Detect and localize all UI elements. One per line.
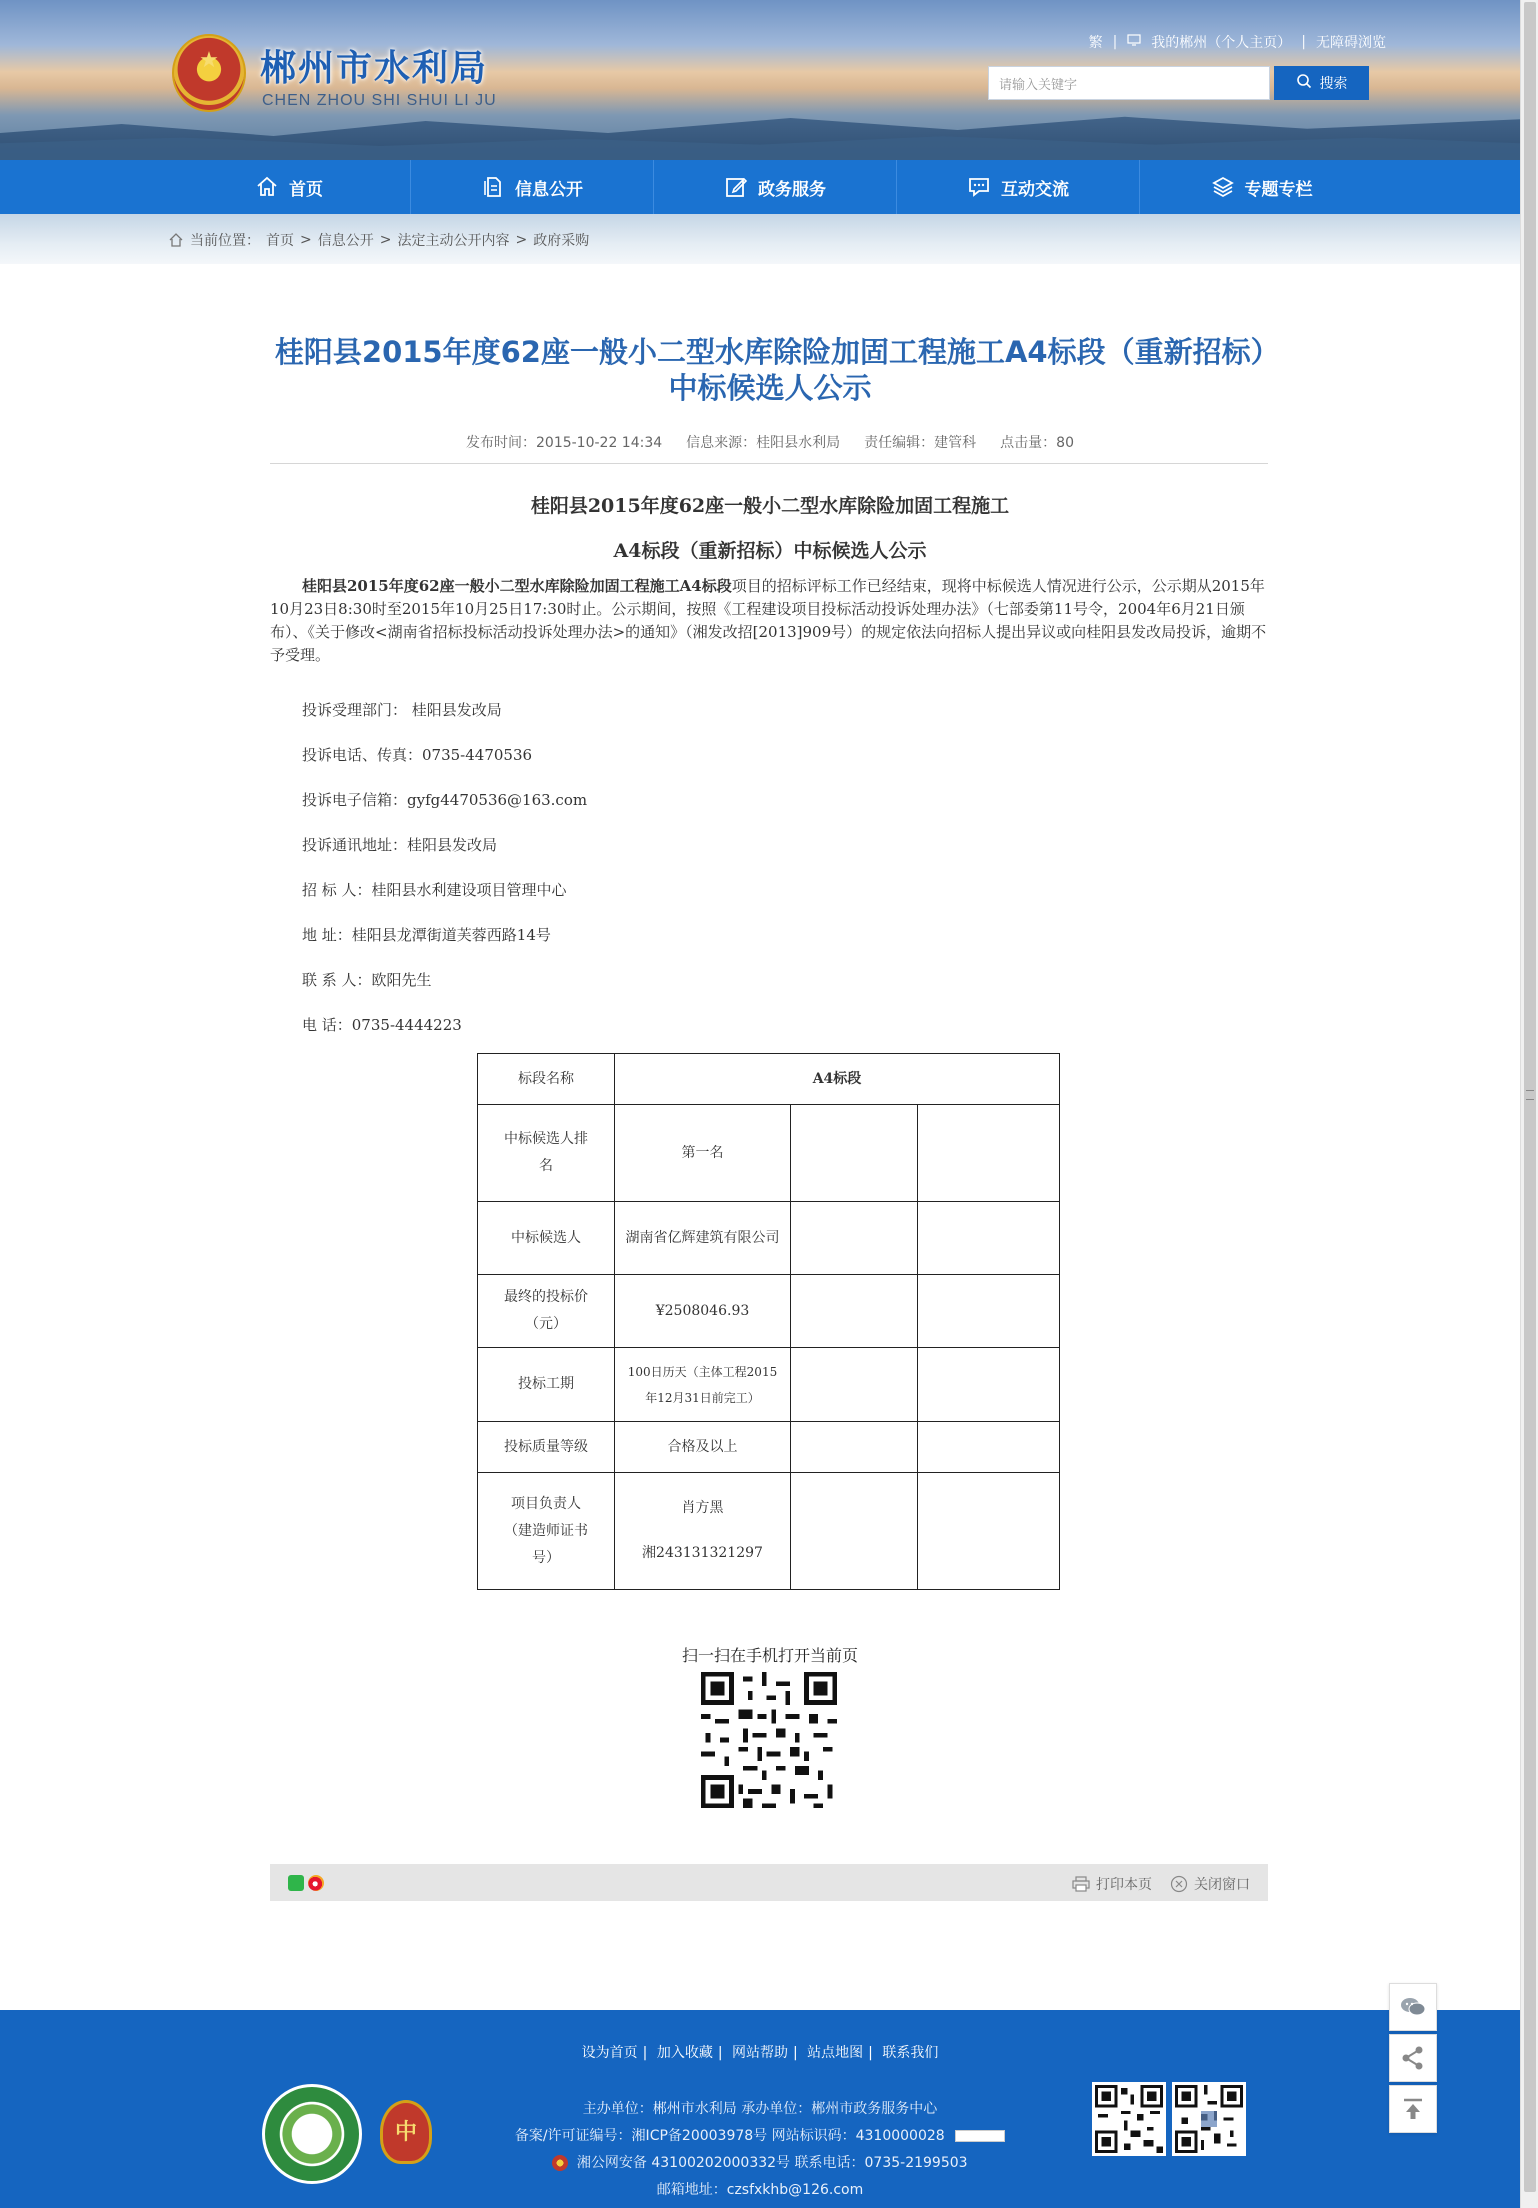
project-name-bold: 桂阳县2015年度62座一般小二型水库除险加固工程施工A4标段 xyxy=(302,577,732,595)
wechat-float-button[interactable] xyxy=(1389,1983,1437,2031)
close-window-button[interactable] xyxy=(1170,1874,1250,1894)
home-icon xyxy=(255,175,279,199)
table-row xyxy=(478,1054,1060,1105)
table-cell-label: 投标质量等级 xyxy=(478,1422,615,1473)
main-nav xyxy=(0,160,1520,214)
home-icon xyxy=(168,232,184,248)
search-icon xyxy=(1296,73,1312,93)
page-qr-code xyxy=(701,1672,837,1808)
search-button-label: 搜索 xyxy=(1319,76,1348,92)
breadcrumb-link-home[interactable]: 首页 xyxy=(266,233,294,249)
table-cell-empty xyxy=(918,1202,1060,1275)
complaint-email: 投诉电子信箱：gyfg4470536@163.com xyxy=(302,791,588,809)
complaint-phone: 投诉电话、传真：0735-4470536 xyxy=(302,746,533,764)
table-cell-empty xyxy=(918,1473,1060,1590)
complaint-address: 投诉通讯地址：桂阳县发改局 xyxy=(302,836,498,854)
divider xyxy=(270,463,1268,464)
footer-link-contact[interactable]: 联系我们 xyxy=(882,2045,939,2061)
nav-item-gov-service[interactable] xyxy=(654,160,897,214)
responsible-editor: 责任编辑：建管科 xyxy=(864,435,977,451)
table-row xyxy=(478,1275,1060,1348)
wechat-share-icon[interactable] xyxy=(288,1875,304,1891)
table-cell-label: 投标工期 xyxy=(478,1348,615,1422)
table-cell-label: 最终的投标价（元） xyxy=(478,1275,615,1348)
top-links xyxy=(1089,32,1386,52)
document-heading-line1: 桂阳县2015年度62座一般小二型水库除险加固工程施工 xyxy=(530,495,1010,517)
view-count: 点击量：80 xyxy=(1000,435,1074,451)
contact-person: 联 系 人：欧阳先生 xyxy=(302,971,432,989)
tenderer-address: 地 址：桂阳县龙潭街道芙蓉西路14号 xyxy=(302,926,551,944)
footer-icp-text: 备案/许可证编号：湘ICP备20003978号 网站标识码：4310000028 xyxy=(514,2128,945,2144)
table-cell-empty xyxy=(918,1348,1060,1422)
table-cell-value: 合格及以上 xyxy=(615,1422,791,1473)
divider: | xyxy=(1112,34,1118,50)
arrow-up-icon xyxy=(1398,2094,1428,2124)
table-cell-value: A4标段 xyxy=(615,1054,1060,1105)
nav-item-label: 首页 xyxy=(289,179,323,200)
site-title[interactable]: 郴州市水利局 xyxy=(260,48,489,89)
police-badge-icon xyxy=(552,2155,568,2171)
footer-link-set-home[interactable]: 设为首页 xyxy=(581,2045,638,2061)
close-window-label: 关闭窗口 xyxy=(1194,1877,1250,1893)
print-page-button[interactable] xyxy=(1072,1874,1152,1894)
monitor-icon xyxy=(1127,34,1141,50)
announcement-paragraph xyxy=(270,575,1270,667)
footer-police-text: 湘公网安备 43100202000332号 联系电话：0735-2199503 xyxy=(576,2155,968,2171)
footer-sponsor: 主办单位：郴州市水利局 承办单位：郴州市政务服务中心 xyxy=(582,2101,938,2117)
layers-icon xyxy=(1211,175,1235,199)
accessible-browse-link[interactable]: 无障碍浏览 xyxy=(1316,35,1386,51)
share-float-button[interactable] xyxy=(1389,2034,1437,2082)
tenderer: 招 标 人：桂阳县水利建设项目管理中心 xyxy=(302,881,567,899)
table-cell-value: 100日历天（主体工程2015年12月31日前完工） xyxy=(615,1348,791,1422)
edit-icon xyxy=(724,175,748,199)
breadcrumb-separator: > xyxy=(300,232,312,248)
announcement-body: 项目的招标评标工作已经结束，现将中标候选人情况进行公示，公示期从2015年10月23日8:30时至2015年10月25日17:30时止。公示期间，按照《工程建设项目投标活动投诉处理办法》（七部委第11号令，2004年6月21日颁布）、《关于修改<湖南省招标投标活动投诉处理办法>的通知》（湘发改招[2013]909号）的规定依法向招标人提出异议或向桂阳县发改局投诉，逾期不予受理。 xyxy=(270,577,1267,664)
table-cell-value: 湖南省亿辉建筑有限公司 xyxy=(615,1202,791,1275)
breadcrumb-separator: > xyxy=(379,232,392,248)
breadcrumb-link-info-public[interactable]: 信息公开 xyxy=(317,233,374,249)
document-icon xyxy=(481,175,505,199)
table-cell-label: 项目负责人（建造师证书号） xyxy=(478,1473,615,1590)
divider: | xyxy=(1301,34,1306,50)
table-cell-empty xyxy=(791,1473,918,1590)
table-cell-empty xyxy=(791,1422,918,1473)
share-icon xyxy=(1398,2043,1428,2073)
page-actions xyxy=(1072,1874,1250,1894)
badge-glyph: 中 xyxy=(394,2120,417,2145)
table-cell-empty xyxy=(791,1105,918,1202)
footer-icp xyxy=(0,2125,1520,2145)
table-cell-label: 中标候选人排名 xyxy=(478,1105,615,1202)
document-heading-line2: A4标段（重新招标）中标候选人公示 xyxy=(613,540,927,562)
traditional-chinese-link[interactable]: 繁 xyxy=(1088,35,1103,51)
my-portal-link[interactable]: 我的郴州（个人主页） xyxy=(1151,35,1292,51)
breadcrumb-link-statutory[interactable]: 法定主动公开内容 xyxy=(397,233,510,249)
table-cell-label: 标段名称 xyxy=(478,1054,615,1105)
table-cell-empty xyxy=(791,1275,918,1348)
wechat-icon xyxy=(1398,1992,1428,2022)
table-row xyxy=(478,1422,1060,1473)
search-button[interactable] xyxy=(1274,66,1369,100)
builder-certificate-no: 湘243131321297 xyxy=(642,1545,763,1561)
nav-item-label: 政务服务 xyxy=(758,179,826,200)
bid-candidate-table xyxy=(477,1053,1060,1590)
article-meta xyxy=(270,432,1270,452)
breadcrumb-link-procurement[interactable]: 政府采购 xyxy=(533,233,590,249)
footer-link-sitemap[interactable]: 站点地图 xyxy=(807,2045,864,2061)
table-cell-label: 中标候选人 xyxy=(478,1202,615,1275)
back-to-top-button[interactable] xyxy=(1389,2085,1437,2133)
printer-icon xyxy=(1072,1876,1090,1892)
national-emblem-logo[interactable]: ★ xyxy=(172,34,246,112)
table-cell-value xyxy=(615,1473,791,1590)
table-cell-empty xyxy=(918,1275,1060,1348)
article-title: 桂阳县2015年度62座一般小二型水库除险加固工程施工A4标段（重新招标）中标候选人公示 xyxy=(274,335,1266,406)
table-cell-empty xyxy=(791,1348,918,1422)
site-footer xyxy=(0,2010,1520,2208)
share-bar xyxy=(270,1864,1268,1901)
nav-item-special-topics[interactable] xyxy=(1140,160,1383,214)
close-circle-icon xyxy=(1170,1875,1188,1893)
table-row xyxy=(478,1473,1060,1590)
share-icons xyxy=(288,1875,324,1891)
table-cell-value: ¥2508046.93 xyxy=(615,1275,791,1348)
weibo-share-icon[interactable] xyxy=(308,1875,324,1891)
site-subtitle: CHEN ZHOU SHI SHUI LI JU xyxy=(262,92,497,109)
nav-item-label: 互动交流 xyxy=(1001,179,1069,200)
footer-police-record xyxy=(0,2152,1520,2172)
table-cell-value: 第一名 xyxy=(615,1105,791,1202)
contact-phone: 电 话：0735-4444223 xyxy=(302,1016,462,1034)
breadcrumb-separator: > xyxy=(515,232,528,248)
footer-email: 邮箱地址：czsfxkhb@126.com xyxy=(656,2182,864,2198)
project-manager-name: 肖方黑 xyxy=(681,1500,724,1516)
footer-qr-code-wechat xyxy=(1172,2082,1246,2156)
footer-qr-code-app xyxy=(1092,2082,1166,2156)
complaint-department: 投诉受理部门： 桂阳县发改局 xyxy=(302,701,502,719)
nav-item-interaction[interactable] xyxy=(897,160,1140,214)
info-source: 信息来源：桂阳县水利局 xyxy=(686,435,841,451)
nav-item-label: 信息公开 xyxy=(515,179,583,200)
footer-links: 设为首页 | 加入收藏 | 网站帮助 | 站点地图 | 联系我们 xyxy=(581,2045,939,2061)
publish-time: 发布时间：2015-10-22 14:34 xyxy=(466,435,663,451)
chat-icon xyxy=(967,175,991,199)
print-page-label: 打印本页 xyxy=(1096,1877,1152,1893)
cnzz-badge-icon[interactable] xyxy=(955,2130,1005,2142)
table-cell-empty xyxy=(918,1105,1060,1202)
table-row xyxy=(478,1348,1060,1422)
breadcrumb-prefix: 当前位置： xyxy=(190,233,260,249)
search-input[interactable]: 请输入关键字 xyxy=(988,66,1270,100)
qr-caption: 扫一扫在手机打开当前页 xyxy=(681,1646,858,1665)
scrollbar-grip-icon xyxy=(1526,1090,1534,1100)
nav-item-info-public[interactable] xyxy=(411,160,654,214)
nav-item-label: 专题专栏 xyxy=(1244,179,1313,200)
table-cell-empty xyxy=(918,1422,1060,1473)
nav-item-home[interactable] xyxy=(168,160,411,214)
breadcrumb xyxy=(168,230,589,250)
footer-link-favorite[interactable]: 加入收藏 xyxy=(656,2045,713,2061)
table-cell-empty xyxy=(791,1202,918,1275)
table-row xyxy=(478,1202,1060,1275)
page-scrollbar[interactable] xyxy=(1520,0,1538,2208)
table-row xyxy=(478,1105,1060,1202)
footer-link-help[interactable]: 网站帮助 xyxy=(732,2045,788,2061)
